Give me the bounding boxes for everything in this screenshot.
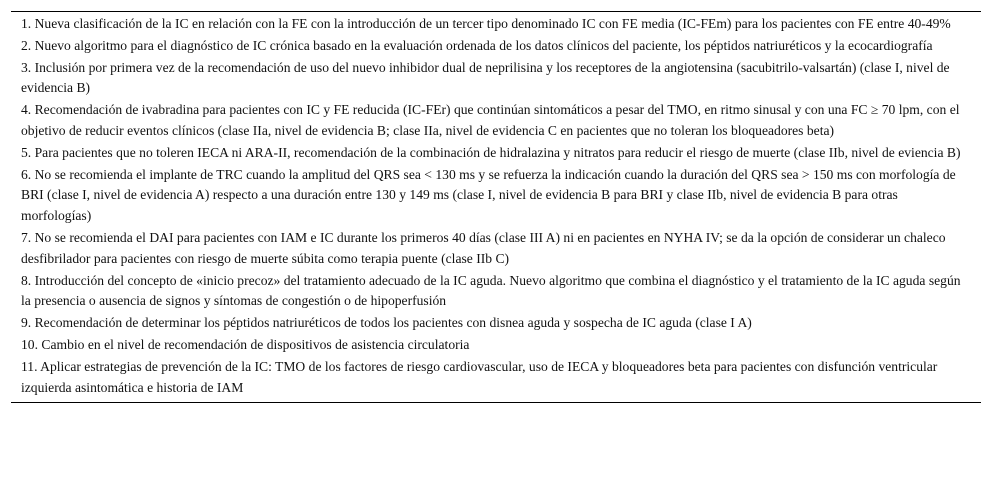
recommendation-cell: 7. No se recomienda el DAI para pacientes con IAM e IC durante los primeros 40 días (clase III A) ni en pacientes en NYHA IV; se da la opción de considerar un chaleco desfibrilador para pacientes con riesgo de muerte súbita como terapia puente (clase IIb C) xyxy=(21,229,946,266)
recommendation-cell: 3. Inclusión por primera vez de la recomendación de uso del nuevo inhibidor dual de neprilisina y los receptores de la angiotensina (sacubitrilo-valsartán) (clase I, nivel de evidencia B) xyxy=(21,59,950,96)
table-row xyxy=(11,58,981,101)
table-row xyxy=(11,335,981,357)
recommendations-table-wrapper xyxy=(11,11,981,403)
recommendation-cell: 8. Introducción del concepto de «inicio precoz» del tratamiento adecuado de la IC aguda. Nuevo algoritmo que combina el diagnóstico y el tratamiento de la IC aguda según la presencia o ausencia de signos y síntomas de congestión o de hipoperfusión xyxy=(21,272,961,309)
table-row xyxy=(11,357,981,403)
table-row xyxy=(11,165,981,228)
recommendation-cell: 6. No se recomienda el implante de TRC cuando la amplitud del QRS sea < 130 ms y se refuerza la indicación cuando la duración del QRS sea > 150 ms con morfología de BRI (clase I, nivel de evidencia A) respecto a una duración entre 130 y 149 ms (clase I, nivel de evidencia B para BRI y clase IIb, nivel de evidencia B para otras morfologías) xyxy=(21,166,956,224)
table-row xyxy=(11,313,981,335)
table-row xyxy=(11,100,981,143)
table-row xyxy=(11,228,981,271)
recommendation-cell: 11. Aplicar estrategias de prevención de la IC: TMO de los factores de riesgo cardiovascular, uso de IECA y bloqueadores beta para pacientes con disfunción ventricular izquierda asintomática e historia de IAM xyxy=(21,358,938,395)
table-row xyxy=(11,12,981,36)
recommendation-cell: 2. Nuevo algoritmo para el diagnóstico de IC crónica basado en la evaluación ordenada de los datos clínicos del paciente, los péptidos natriuréticos y la ecocardiografía xyxy=(21,37,933,53)
recommendations-body xyxy=(11,12,981,403)
recommendations-table xyxy=(11,11,981,403)
table-row xyxy=(11,143,981,165)
recommendation-cell: 9. Recomendación de determinar los péptidos natriuréticos de todos los pacientes con disnea aguda y sospecha de IC aguda (clase I A) xyxy=(21,315,752,331)
recommendation-cell: 4. Recomendación de ivabradina para pacientes con IC y FE reducida (IC-FEr) que continúan sintomáticos a pesar del TMO, en ritmo sinusal y con una FC ≥ 70 lpm, con el objetivo de reducir eventos clínicos (clase IIa, nivel de evidencia B; clase IIa, nivel de evidencia C en pacientes que no toleran los bloqueadores beta) xyxy=(21,102,960,138)
table-row xyxy=(11,271,981,314)
table-row xyxy=(11,36,981,58)
recommendation-cell: 1. Nueva clasificación de la IC en relación con la FE con la introducción de un tercer tipo denominado IC con FE media (IC-FEm) para los pacientes con FE entre 40-49% xyxy=(21,16,951,31)
recommendation-cell: 5. Para pacientes que no toleren IECA ni ARA-II, recomendación de la combinación de hidralazina y nitratos para reducir el riesgo de muerte (clase IIb, nivel de eviencia B) xyxy=(21,144,961,160)
recommendation-cell: 10. Cambio en el nivel de recomendación de dispositivos de asistencia circulatoria xyxy=(21,336,470,352)
